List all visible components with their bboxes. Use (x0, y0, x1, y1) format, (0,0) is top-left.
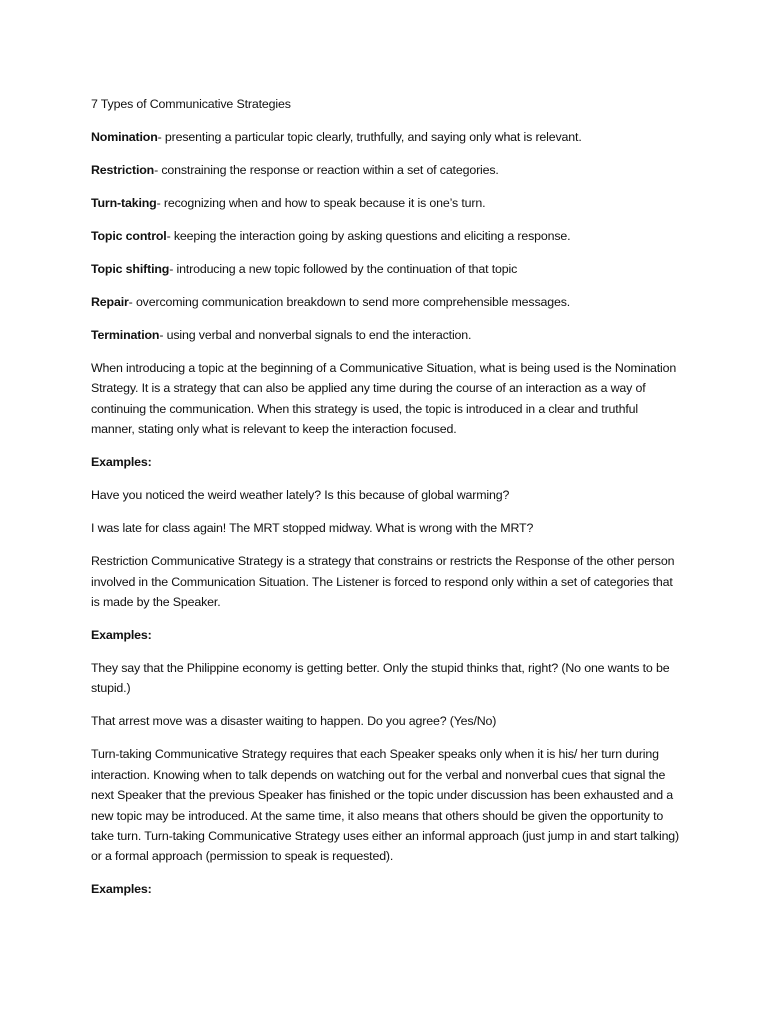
definition-text: - overcoming communication breakdown to send more comprehensible messages. (128, 295, 571, 309)
restriction-paragraph: Restriction Communicative Strategy is a strategy that constrains or restricts the Response of the other person involved in the Communication Situation. The Listener is forced to respond only within a set of categories that is made by the Speaker. (91, 554, 675, 610)
definition-term: Topic shifting (91, 262, 170, 276)
definition-term: Turn-taking (91, 196, 157, 210)
definition-topic-control (91, 226, 681, 246)
restriction-example: They say that the Philippine economy is getting better. Only the stupid thinks that, right? (No one wants to be stupid.) (91, 661, 670, 696)
definition-termination (91, 325, 681, 345)
definition-text: - keeping the interaction going by asking questions and eliciting a response. (166, 229, 571, 243)
definition-text: - using verbal and nonverbal signals to end the interaction. (159, 328, 472, 342)
definition-term: Nomination (91, 130, 158, 144)
definition-topic-shifting (91, 259, 681, 279)
restriction-example: That arrest move was a disaster waiting to happen. Do you agree? (Yes/No) (91, 714, 497, 729)
definition-nomination (91, 127, 681, 147)
examples-label: Examples: (91, 455, 152, 470)
examples-label: Examples: (91, 882, 152, 897)
definition-term: Repair (91, 295, 129, 309)
definition-term: Restriction (91, 163, 155, 177)
examples-label: Examples: (91, 628, 152, 643)
definition-text: - presenting a particular topic clearly, truthfully, and saying only what is relevant. (157, 130, 582, 144)
definition-restriction (91, 160, 681, 180)
turn-taking-paragraph: Turn-taking Communicative Strategy requires that each Speaker speaks only when it is his/ her turn during interaction. Knowing when to talk depends on watching out for the verbal and nonverbal cues that signal the next Speaker that the previous Speaker has finished or the topic under discussion has been exhausted and a new topic may be introduced. At the same time, it also means that others should be given the opportunity to take turn. Turn-taking Communicative Strategy uses either an informal approach (just jump in and start talking) or a formal approach (permission to speak is requested). (91, 747, 680, 864)
nomination-example: Have you noticed the weird weather lately? Is this because of global warming? (91, 488, 510, 503)
definition-text: - recognizing when and how to speak because it is one’s turn. (156, 196, 486, 210)
nomination-example: I was late for class again! The MRT stopped midway. What is wrong with the MRT? (91, 521, 534, 536)
definition-repair (91, 292, 681, 312)
definition-text: - introducing a new topic followed by the continuation of that topic (169, 262, 518, 276)
document-page (91, 94, 681, 912)
nomination-paragraph: When introducing a topic at the beginning of a Communicative Situation, what is being used is the Nomination Strategy. It is a strategy that can also be applied any time during the course of an interaction as a way of continuing the communication. When this strategy is used, the topic is introduced in a clear and truthful manner, stating only what is relevant to keep the interaction focused. (91, 361, 677, 437)
definition-term: Termination (91, 328, 160, 342)
document-title: 7 Types of Communicative Strategies (91, 97, 291, 111)
definition-term: Topic control (91, 229, 167, 243)
definition-text: - constraining the response or reaction within a set of categories. (154, 163, 499, 177)
definition-turn-taking (91, 193, 681, 213)
